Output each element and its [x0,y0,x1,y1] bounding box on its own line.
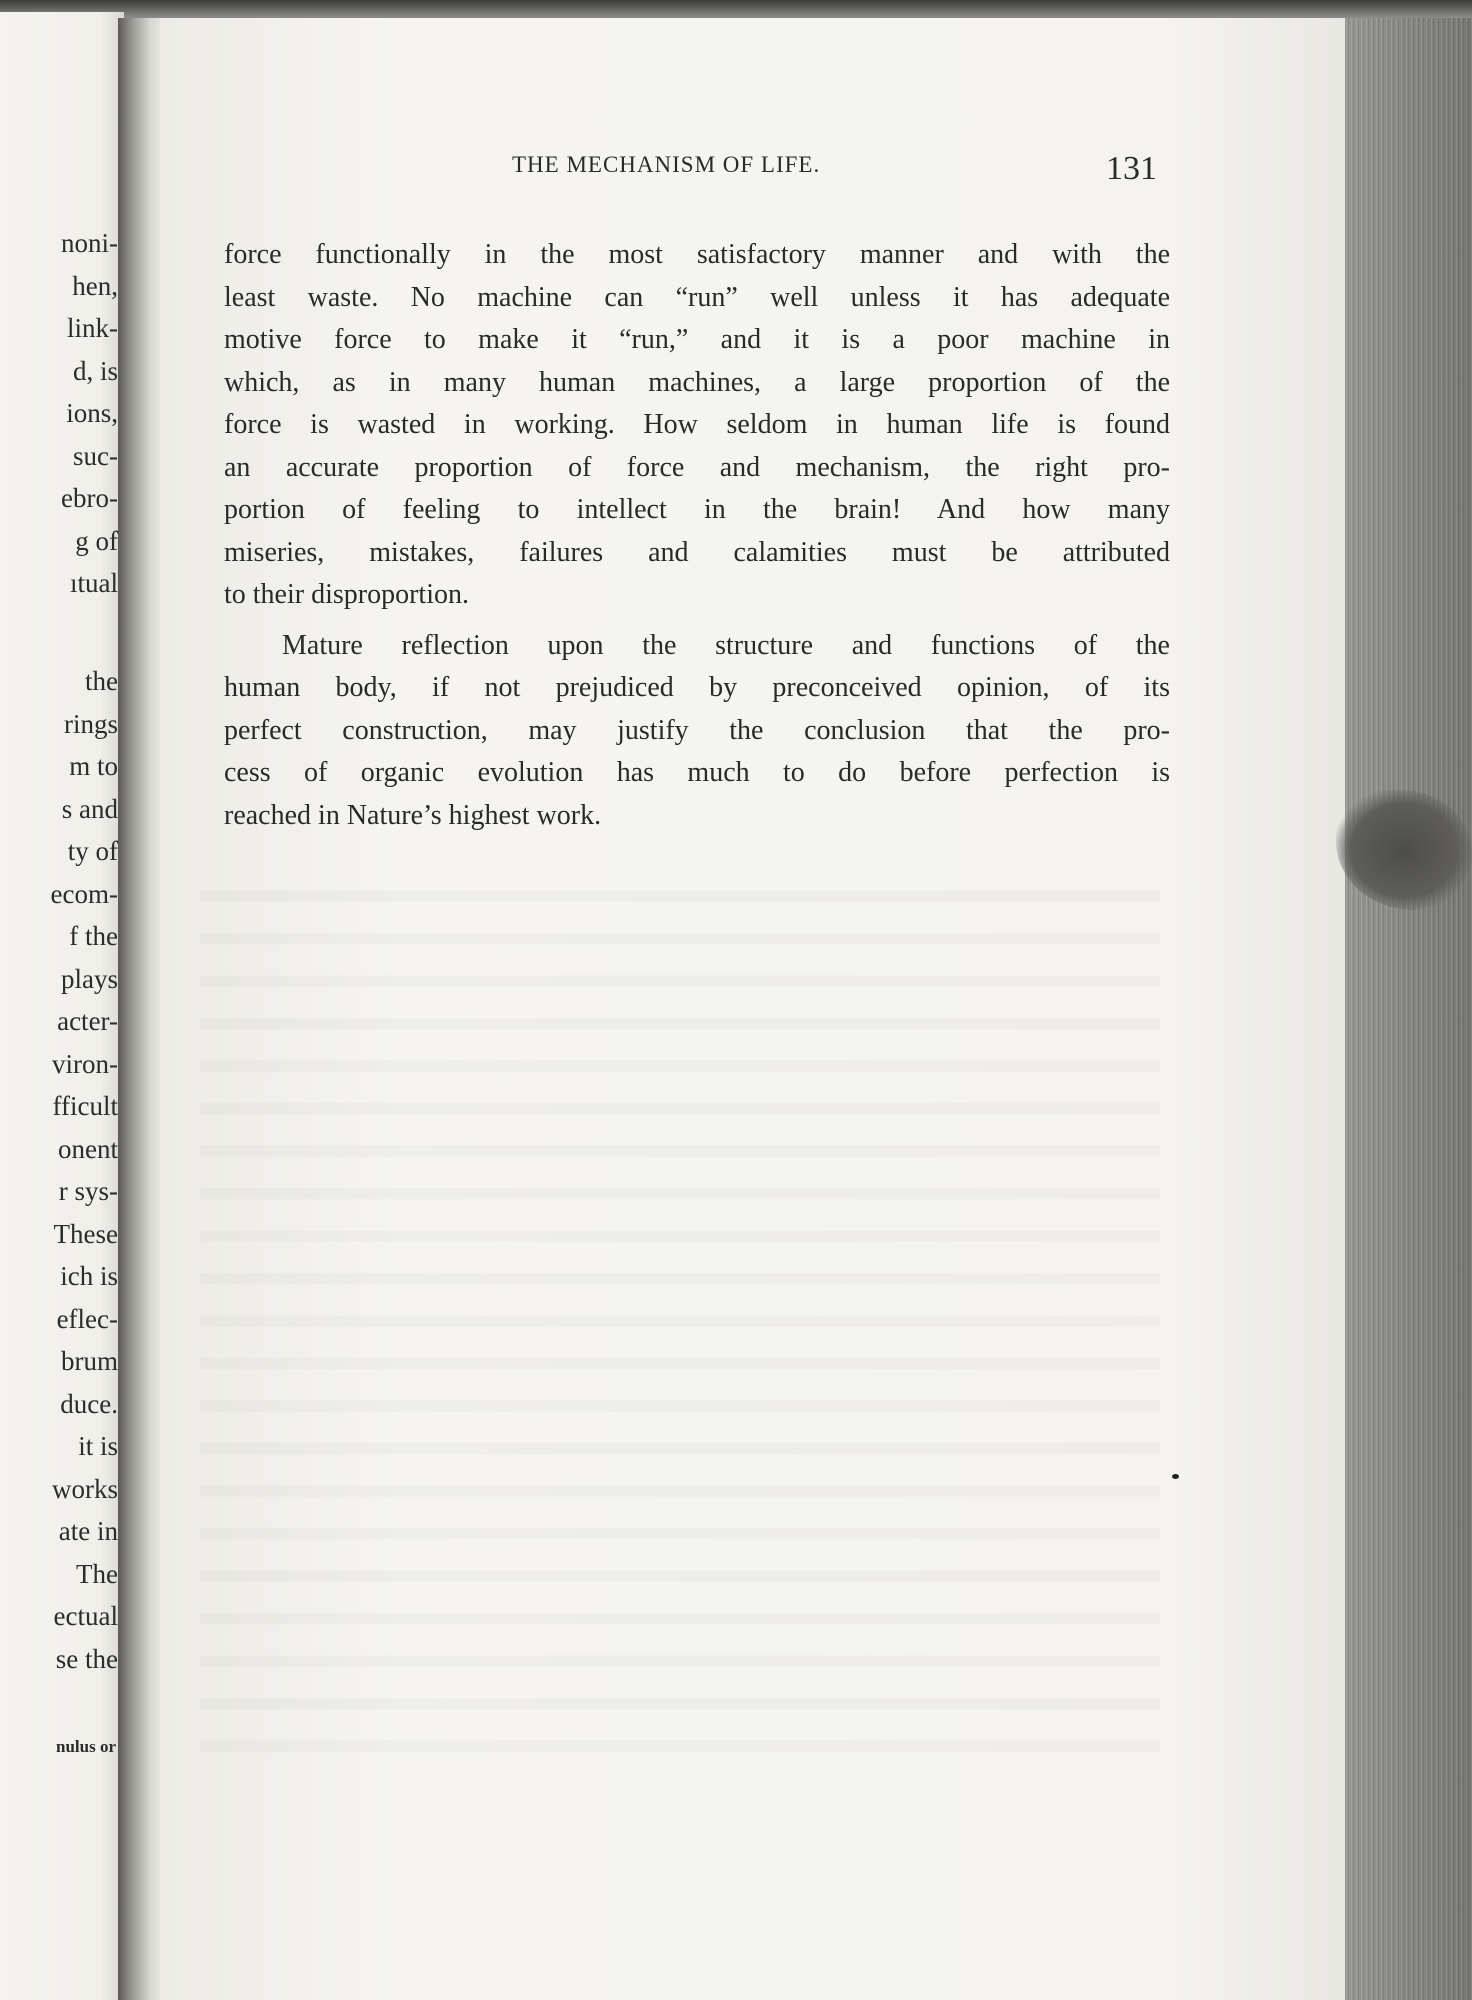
running-head: THE MECHANISM OF LIFE. [512,152,821,177]
left-page-fragment: s and [61,793,118,824]
left-page-fragment: hen, [72,270,118,301]
text-line: an accurate proportion of force and mechanism, the right pro- [224,451,1170,483]
left-page-fragment: se the [55,1643,118,1674]
page-edge-shade [1345,18,1472,2000]
left-page-fragment: onent [58,1133,118,1164]
ink-speck [1172,1474,1179,1479]
left-page-fragment: ate in [58,1516,118,1546]
text-line: Mature reflection upon the structure and functions of the [282,629,1170,661]
text-line: portion of feeling to intellect in the brain! And how many [224,494,1170,525]
page-number: 131 [1106,150,1157,187]
left-page-fragment: ıtual [70,568,118,598]
left-page-fragment: link- [67,313,118,343]
body-text [224,234,1170,837]
text-line: least waste. No machine can “run” well unless it has adequate [224,281,1170,313]
left-page-fragment: g of [75,525,118,556]
left-page-fragment: ebro- [61,483,118,513]
text-line: perfect construction, may justify the conclusion that the pro- [224,714,1170,746]
text-line: which, as in many human machines, a large proportion of the [224,366,1170,398]
left-page-fragment: it is [78,1431,118,1461]
left-page-fragment: rings [64,708,118,739]
text-line: to their disproportion. [224,579,469,610]
text-line: reached in Nature’s highest work. [224,799,602,831]
left-page-fragment: suc- [73,440,118,471]
left-page-fragment: brum [61,1346,118,1376]
text-line: human body, if not prejudiced by preconceived opinion, of its [224,672,1170,703]
left-page-fragment: eflec- [56,1303,118,1334]
left-page-fragment: ty of [67,836,118,866]
text-line: force functionally in the most satisfactory manner and with the [224,239,1170,270]
left-page-fragment: works [52,1473,118,1504]
left-facing-page [0,12,124,2000]
left-page-fragment: duce. [60,1388,118,1419]
left-page-fragment-block-bottom [51,660,118,1680]
left-page-fragment: acter- [57,1006,118,1036]
left-page-fragment: These [53,1218,118,1249]
left-page-fragment: f the [69,921,118,951]
paragraph [224,625,1170,838]
page-block-edge [1345,18,1472,2000]
left-page-footnote-fragment: nulus or [56,1737,116,1756]
left-page-fragment: d, is [72,355,118,386]
left-page-fragment: ich is [60,1261,118,1291]
left-page-fragment: noni- [61,228,118,258]
text-line: motive force to make it “run,” and it is a poor machine in [224,324,1170,355]
left-page-fragment: r sys- [58,1176,118,1206]
paragraph-gap [224,617,1170,625]
paragraph [224,234,1170,617]
left-page-fragment: ions, [66,398,118,428]
left-page-fragment: viron- [52,1048,118,1079]
text-line: miseries, mistakes, failures and calamities must be attributed [224,536,1170,568]
left-page-fragment: The [76,1558,118,1589]
left-page-fragment: m to [69,751,118,781]
top-rim [0,0,1472,18]
left-page-fragment-block-top [61,222,118,605]
left-page-fragment: fficult [52,1091,118,1121]
text-line: cess of organic evolution has much to do before perfection is [224,757,1170,788]
left-page-fragment: ecom- [50,878,118,909]
left-page-fragment: the [85,666,118,696]
reverse-side-show-through [200,860,1160,1760]
left-page-fragment: plays [61,963,118,994]
text-line: force is wasted in working. How seldom in human life is found [224,409,1170,440]
left-page-fragment: ectual [53,1601,118,1631]
